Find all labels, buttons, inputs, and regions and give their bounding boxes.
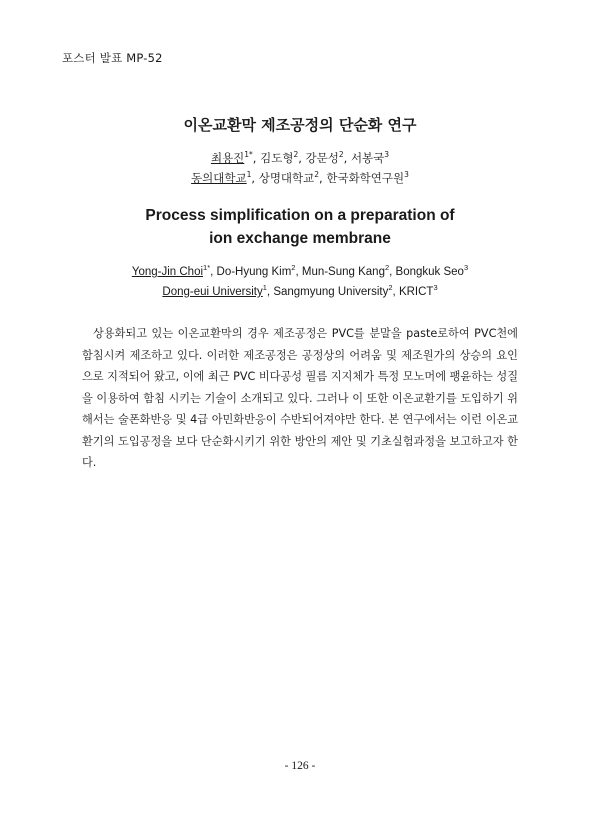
affiliation (191, 171, 251, 185)
author-superscript: 2 (291, 263, 296, 273)
affiliation (162, 283, 267, 298)
author-name: Yong-Jin Choi (131, 266, 204, 278)
affiliation-superscript: 1 (262, 283, 267, 293)
author (351, 151, 389, 165)
list-separator: , (392, 286, 399, 298)
affiliation-name: 동의대학교 (191, 171, 247, 185)
list-separator: , (343, 151, 351, 165)
author (306, 151, 344, 165)
abstract (82, 323, 518, 474)
list-separator: , (298, 151, 306, 165)
affiliation-superscript: 3 (404, 170, 409, 180)
author-name: Do-Hyung Kim (216, 266, 292, 278)
author-name: Bongkuk Seo (395, 266, 464, 278)
author-name: 김도형 (260, 151, 294, 165)
author (131, 263, 211, 278)
affiliation (273, 283, 393, 298)
list-separator: , (210, 266, 217, 278)
list-separator: , (252, 151, 261, 165)
english-title-line-1: Process simplification on a preparation of (145, 207, 455, 224)
affiliation (398, 283, 438, 298)
affiliation-name: 한국화학연구원 (326, 171, 405, 185)
list-separator: , (389, 266, 396, 278)
korean-title: 이온교환막 제조공정의 단순화 연구 (183, 116, 417, 134)
author-superscript: 2 (384, 263, 390, 273)
author-superscript: 1* (244, 150, 253, 160)
list-separator: , (319, 171, 327, 185)
korean-affiliation-list (0, 170, 600, 186)
author (301, 263, 390, 278)
english-title-line-2: ion exchange membrane (209, 230, 391, 247)
english-affiliation-list (0, 283, 600, 298)
affiliation-superscript: 2 (388, 283, 393, 293)
list-separator: , (251, 171, 259, 185)
author-superscript: 2 (338, 150, 344, 160)
affiliation (259, 171, 319, 185)
author-superscript: 2 (293, 150, 299, 160)
author (260, 151, 298, 165)
author-superscript: 1* (203, 263, 211, 273)
affiliation-superscript: 1 (246, 170, 252, 180)
list-separator: , (266, 286, 274, 298)
english-title (0, 204, 600, 250)
affiliation-name: 상명대학교 (258, 171, 315, 185)
abstract-paragraph: 상용화되고 있는 이온교환막의 경우 제조공정은 PVC를 분말을 paste로하여 PVC천에 함침시켜 제조하고 있다. 이러한 제조공정은 공정상의 어려움 및 제조원가의 상승의 요인으로 지적되어 왔고, 이에 최근 PVC 비다공성 필름 지지체가 특정 모노머에 팽윤하는 성질을 이용하여 함침 시키는 기술이 소개되고 있다. 그러나 이 또한 이온교환기를 도입하기 위해서는 술폰화반응 및 4급 아민화반응이 수반되어져야만 한다. 본 연구에서는 이런 이온교환기의 도입공정을 보다 단순화시키기 위한 방안의 제안 및 기초실험과정을 보고하고자 한다. (82, 327, 518, 469)
list-separator: , (295, 266, 302, 278)
author-superscript: 3 (384, 150, 390, 160)
affiliation-name: KRICT (398, 286, 434, 298)
author-name: 최용진 (210, 151, 245, 165)
page-number: - 126 - (284, 760, 316, 772)
affiliation (326, 171, 409, 185)
affiliation-superscript: 3 (433, 283, 438, 293)
session-label: 포스터 발표 MP-52 (62, 51, 163, 65)
korean-author-list (0, 150, 600, 166)
author (211, 151, 253, 165)
author-superscript: 3 (463, 263, 469, 273)
affiliation-name: Dong-eui University (162, 286, 263, 298)
author (216, 263, 296, 278)
english-author-list (0, 263, 600, 278)
affiliation-name: Sangmyung University (273, 286, 389, 298)
author-name: Mun-Sung Kang (301, 266, 385, 278)
author (395, 263, 469, 278)
affiliation-superscript: 2 (314, 170, 320, 180)
author-name: 강문성 (305, 151, 339, 165)
author-name: 서봉국 (350, 151, 385, 165)
